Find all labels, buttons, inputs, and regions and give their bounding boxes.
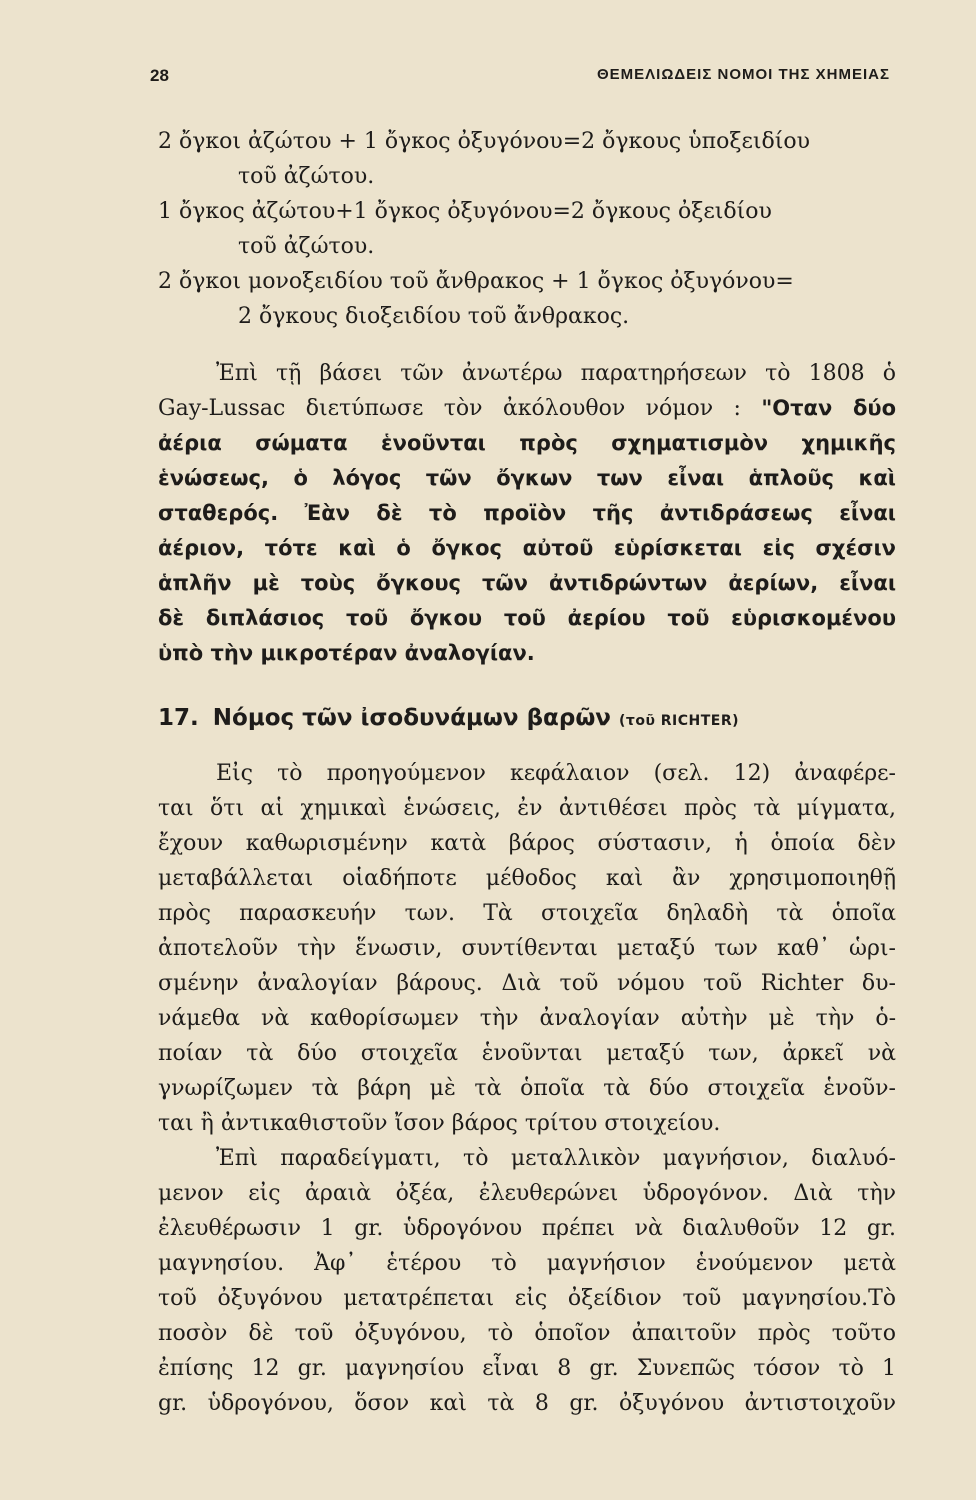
law-statement-line: σταθερός. Ἐὰν δὲ τὸ προϊὸν τῆς ἀντιδράσεως εἶναι [158, 501, 896, 525]
paragraph-line: ἐπίσης 12 gr. μαγνησίου εἶναι 8 gr. Συνεπῶς τόσον τὸ 1 [158, 1356, 896, 1381]
paragraph-text: Gay-Lussac διετύπωσε τὸν ἀκόλουθον νόμον : [158, 396, 741, 421]
page-number: 28 [150, 66, 169, 85]
section-heading [158, 700, 896, 739]
paragraph-line: ἀποτελοῦν τὴν ἕνωσιν, συντίθενται μεταξύ των καθ᾽ ὡρι- [158, 936, 896, 961]
example-paragraph [158, 1141, 896, 1421]
equation-line: τοῦ ἀζώτου. [238, 164, 375, 189]
paragraph-line: πρὸς παρασκευήν των. Τὰ στοιχεῖα δηλαδὴ τὰ ὁποῖα [158, 901, 896, 926]
section-number: 17. [158, 705, 199, 731]
equations-block [158, 124, 896, 334]
paragraph-line [158, 391, 896, 426]
paragraph-line: ἐλευθέρωσιν 1 gr. ὑδρογόνου πρέπει νὰ διαλυθοῦν 12 gr. [158, 1216, 896, 1241]
paragraph-line: μενον εἰς ἀραιὰ ὀξέα, ἐλευθερώνει ὑδρογόνον. Διὰ τὴν [158, 1181, 896, 1206]
gay-lussac-paragraph [158, 356, 896, 671]
paragraph-line: ποίαν τὰ δύο στοιχεῖα ἑνοῦνται μεταξύ των, ἀρκεῖ νὰ [158, 1041, 896, 1066]
section-title: Νόμος τῶν ἰσοδυνάμων βαρῶν [212, 705, 611, 731]
paragraph-line: ται ἢ ἀντικαθιστοῦν ἴσον βάρος τρίτου στοιχείου. [158, 1111, 721, 1136]
law-statement-start: "Οταν δύο [761, 396, 896, 420]
law-statement-line: ἀέριον, τότε καὶ ὁ ὄγκος αὐτοῦ εὑρίσκεται εἰς σχέσιν [158, 536, 896, 560]
equation-line: τοῦ ἀζώτου. [238, 234, 375, 259]
paragraph-line: Ἐπὶ τῇ βάσει τῶν ἀνωτέρω παρατηρήσεων τὸ 1808 ὁ [216, 361, 896, 386]
paragraph-line: τοῦ ὀξυγόνου μετατρέπεται εἰς ὀξείδιον τοῦ μαγνησίου.Τὸ [158, 1286, 896, 1311]
equation-line: 2 ὄγκοι μονοξειδίου τοῦ ἄνθρακος + 1 ὄγκος ὀξυγόνου= [158, 269, 794, 294]
paragraph-line: μεταβάλλεται οἱαδήποτε μέθοδος καὶ ἂν χρησιμοποιηθῇ [158, 866, 896, 891]
running-title: ΘΕΜΕΛΙΩΔΕΙΣ ΝΟΜΟΙ ΤΗΣ ΧΗΜΕΙΑΣ [597, 66, 890, 83]
paragraph-line: μαγνησίου. Ἀφ᾽ ἑτέρου τὸ μαγνήσιον ἑνούμενον μετὰ [158, 1251, 896, 1276]
equation-line: 1 ὄγκος ἀζώτου+1 ὄγκος ὀξυγόνου=2 ὄγκους ὀξειδίου [158, 199, 772, 224]
equation-line: 2 ὄγκοι ἀζώτου + 1 ὄγκος ὀξυγόνου=2 ὄγκους ὑποξειδίου [158, 129, 810, 154]
paragraph-line: νάμεθα νὰ καθορίσωμεν τὴν ἀναλογίαν αὐτὴν μὲ τὴν ὁ- [158, 1006, 896, 1031]
law-statement-line: ἁπλῆν μὲ τοὺς ὄγκους τῶν ἀντιδρώντων ἀερίων, εἶναι [158, 571, 896, 595]
equation-line: 2 ὄγκους διοξειδίου τοῦ ἄνθρακος. [238, 304, 630, 329]
paragraph-line: ται ὅτι αἱ χημικαὶ ἑνώσεις, ἐν ἀντιθέσει πρὸς τὰ μίγματα, [158, 796, 896, 821]
paragraph-line: γνωρίζωμεν τὰ βάρη μὲ τὰ ὁποῖα τὰ δύο στοιχεῖα ἑνοῦν- [158, 1076, 896, 1101]
richter-paragraph [158, 756, 896, 1141]
paragraph-line: σμένην ἀναλογίαν βάρους. Διὰ τοῦ νόμου τοῦ Richter δυ- [158, 971, 896, 996]
section-title-suffix: (τοῦ RICHTER) [619, 713, 740, 729]
law-statement-line: δὲ διπλάσιος τοῦ ὄγκου τοῦ ἀερίου τοῦ εὑρισκομένου [158, 606, 896, 630]
law-statement-line: ὑπὸ τὴν μικροτέραν ἀναλογίαν. [158, 641, 535, 665]
law-statement-line: ἀέρια σώματα ἑνοῦνται πρὸς σχηματισμὸν χημικῆς [158, 431, 896, 455]
paragraph-line: Εἰς τὸ προηγούμενον κεφάλαιον (σελ. 12) ἀναφέρε- [216, 761, 896, 786]
paragraph-line: ἔχουν καθωρισμένην κατὰ βάρος σύστασιν, ἡ ὁποία δὲν [158, 831, 896, 856]
paragraph-line: gr. ὑδρογόνου, ὅσον καὶ τὰ 8 gr. ὀξυγόνου ἀντιστοιχοῦν [158, 1391, 896, 1416]
paragraph-line: ποσὸν δὲ τοῦ ὀξυγόνου, τὸ ὁποῖον ἀπαιτοῦν πρὸς τοῦτο [158, 1321, 896, 1346]
paragraph-line: Ἐπὶ παραδείγματι, τὸ μεταλλικὸν μαγνήσιον, διαλυό- [216, 1146, 896, 1171]
running-head [150, 66, 890, 94]
law-statement-line: ἑνώσεως, ὁ λόγος τῶν ὄγκων των εἶναι ἁπλοῦς καὶ [158, 466, 896, 490]
